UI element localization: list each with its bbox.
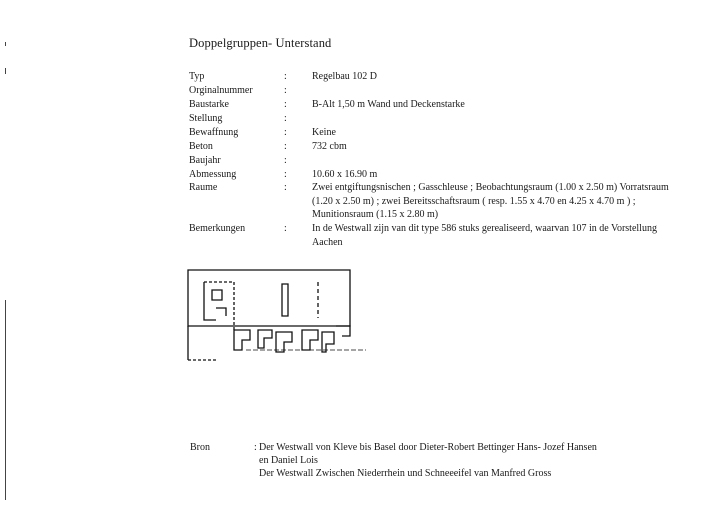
field-label: Typ — [189, 71, 205, 82]
scan-edge-line — [5, 68, 6, 74]
field-row-position — [189, 112, 689, 125]
field-row-construction-strength — [189, 98, 689, 111]
bunker-floor-plan — [186, 268, 366, 368]
field-row-concrete — [189, 140, 689, 153]
source-line: Der Westwall Zwischen Niederrhein und Schneeeifel van Manfred Gross — [259, 468, 552, 479]
field-label: Beton — [189, 141, 213, 152]
field-row-type — [189, 70, 689, 83]
inner-wall — [216, 308, 226, 316]
document-title: Doppelgruppen- Unterstand — [189, 36, 332, 50]
field-value: Keine — [312, 127, 336, 138]
field-row-armament — [189, 126, 689, 139]
entrance-block — [276, 332, 292, 352]
field-row-dimensions — [189, 168, 689, 181]
field-row-build-year — [189, 154, 689, 167]
entrance-block — [322, 332, 334, 352]
field-separator: : — [284, 182, 287, 193]
field-row-rooms — [189, 181, 689, 220]
scan-edge-line — [5, 300, 6, 500]
entrance-block — [258, 330, 272, 348]
field-value: In de Westwall zijn van dit type 586 stuks gerealiseerd, waarvan 107 in de Vorstellung Aachen — [312, 223, 657, 248]
field-label: Bemerkungen — [189, 223, 246, 234]
entrance-block — [302, 330, 318, 350]
field-row-remarks — [189, 222, 689, 248]
field-value: B-Alt 1,50 m Wand und Deckenstarke — [312, 99, 465, 110]
field-label: Baustarke — [189, 99, 229, 110]
field-separator: : — [284, 169, 287, 180]
field-separator: : — [284, 127, 287, 138]
field-label: Raume — [189, 182, 218, 193]
field-separator: : — [284, 71, 287, 82]
partition-wall — [282, 284, 288, 316]
inner-wall — [204, 282, 234, 330]
field-value: Zwei entgiftungsnischen ; Gasschleuse ; Beobachtungsraum (1.00 x 2.50 m) Vorratsraum (1.20 x 2.50 m) ; zwei Bereitsschaftsraum ( resp. 1.55 x 4.70 en 4.25 x 4.70 m ) ; Munitionsraum (1.15 x 2.80 m) — [312, 182, 669, 220]
field-row-original-number — [189, 84, 689, 97]
source-separator: : — [254, 442, 257, 453]
source-line: Der Westwall von Kleve bis Basel door Dieter-Robert Bettinger Hans- Jozef Hansen — [259, 442, 597, 453]
inner-wall — [204, 282, 216, 320]
source-line: en Daniel Lois — [259, 455, 318, 466]
field-label: Abmessung — [189, 169, 237, 180]
field-separator: : — [284, 141, 287, 152]
field-value: 732 cbm — [312, 141, 347, 152]
field-label: Bewaffnung — [189, 127, 239, 138]
field-separator: : — [284, 85, 287, 96]
field-value: Regelbau 102 D — [312, 71, 377, 82]
field-label: Stellung — [189, 113, 223, 124]
niche — [212, 290, 222, 300]
field-value: 10.60 x 16.90 m — [312, 169, 378, 180]
source-list — [259, 441, 689, 480]
source-label: Bron — [190, 442, 210, 453]
field-separator: : — [284, 155, 287, 166]
field-separator: : — [284, 223, 287, 234]
field-label: Orginalnummer — [189, 85, 253, 96]
outer-wall — [336, 326, 350, 336]
field-separator: : — [284, 113, 287, 124]
entrance-block — [234, 330, 250, 350]
scan-edge-line — [5, 42, 6, 46]
field-separator: : — [284, 99, 287, 110]
field-label: Baujahr — [189, 155, 221, 166]
